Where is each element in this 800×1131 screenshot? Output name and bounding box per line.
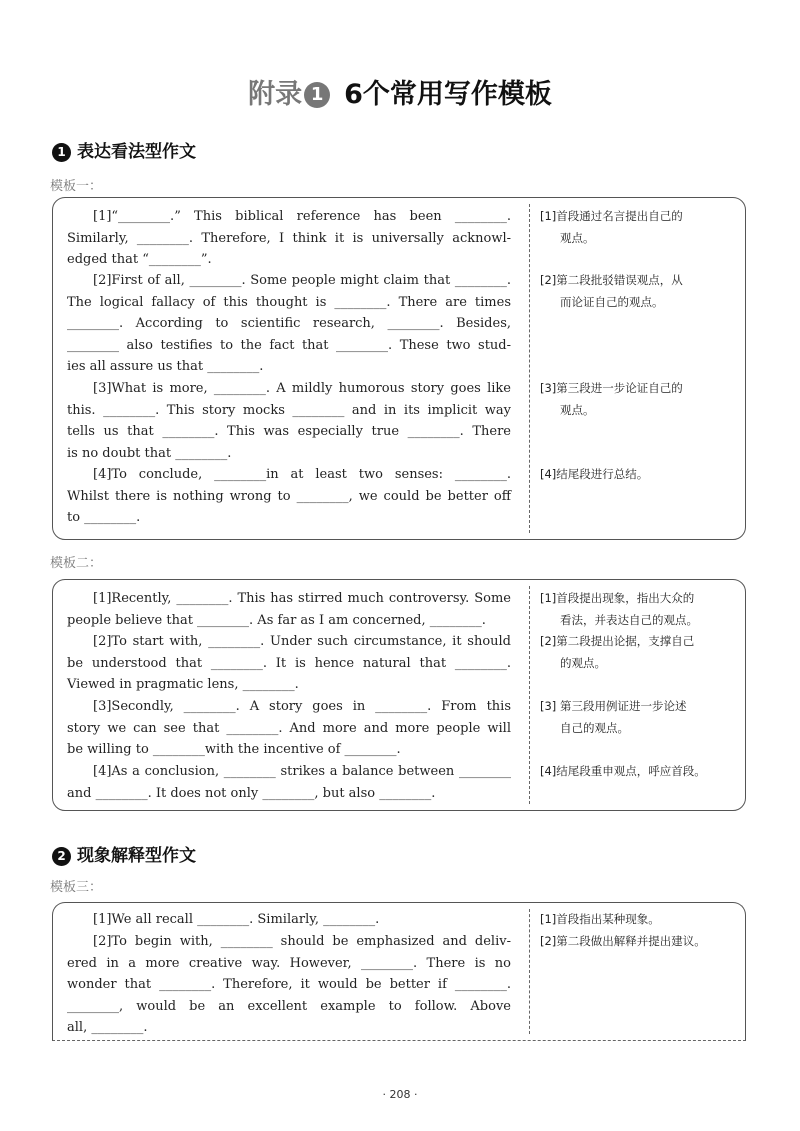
section-number-badge: 2 xyxy=(52,847,71,866)
template-paragraph: [3]Secondly, ________. A story goes in ________. From this story we can see that ________. And more and more people will be willing to ________with the incentive of ________. xyxy=(67,699,511,757)
template-label: 模板一： xyxy=(50,179,103,194)
column-divider xyxy=(529,586,530,804)
note: [4]结尾段重申观点，呼应首段。 xyxy=(540,764,706,778)
note: [3]第三段进一步论证自己的 观点。 xyxy=(540,381,683,417)
note: [2]第二段做出解释并提出建议。 xyxy=(540,934,706,948)
section-heading-1 xyxy=(52,137,196,162)
note: [3] 第三段用例证进一步论述 自己的观点。 xyxy=(540,699,687,735)
template-paragraph: [2]To start with, ________. Under such circumstance, it should be understood that ________. It is hence natural that ________. Viewed in pragmatic lens, ________. xyxy=(67,634,511,692)
section-heading-2 xyxy=(52,841,196,866)
note: [1]首段通过名言提出自己的 观点。 xyxy=(540,209,683,245)
template-paragraph: [2]To begin with, ________ should be emphasized and deliv- ered in a more creative way. However, ________. There is no wonder that ________. Therefore, it would be better if ________. ________, would be an excellent example to follow. Above all, ________. xyxy=(67,934,511,1035)
title-main: 6个常用写作模板 xyxy=(344,79,552,110)
note: [4]结尾段进行总结。 xyxy=(540,467,649,481)
title-number-badge: 1 xyxy=(304,82,330,108)
template-paragraph: [3]What is more, ________. A mildly humorous story goes like this. ________. This story mocks ________ and in its implicit way tells us that ________. This was especially true ________. There is no doubt that ________. xyxy=(67,381,511,461)
note: [2]第二段提出论据，支撑自己 的观点。 xyxy=(540,634,695,670)
section-number-badge: 1 xyxy=(52,143,71,162)
column-divider xyxy=(529,909,530,1034)
template-paragraph: [1]We all recall ________. Similarly, ________. xyxy=(93,912,380,927)
title-prefix: 附录 xyxy=(248,79,303,110)
template-paragraph: [4]As a conclusion, ________ strikes a balance between ________ and ________. It does not only ________, but also ________. xyxy=(67,764,511,801)
column-divider xyxy=(529,204,530,533)
page-title xyxy=(0,72,800,111)
page-number: · 208 · xyxy=(382,1088,418,1101)
template-box-1 xyxy=(52,197,746,540)
section-title: 表达看法型作文 xyxy=(77,142,196,162)
template-paragraph: [2]First of all, ________. Some people might claim that ________. The logical fallacy of this thought is ________. There are times ________. According to scientific research, ________. Besides, ________ also testifies to the fact that ________. These two stud- ies all assure us that ________. xyxy=(67,273,511,374)
template-label: 模板三： xyxy=(50,880,103,895)
template-label: 模板二： xyxy=(50,556,103,571)
section-title: 现象解释型作文 xyxy=(77,846,196,866)
note: [2]第二段批驳错误观点，从 而论证自己的观点。 xyxy=(540,273,683,309)
note: [1]首段提出现象，指出大众的 看法，并表达自己的观点。 xyxy=(540,591,698,627)
template-box-3 xyxy=(52,902,746,1041)
note: [1]首段指出某种现象。 xyxy=(540,912,660,926)
template-paragraph: [4]To conclude, ________in at least two senses: ________. Whilst there is nothing wrong to ________, we could be better off to ________. xyxy=(67,467,511,525)
template-paragraph: [1]Recently, ________. This has stirred much controversy. Some people believe that ________. As far as I am concerned, ________. xyxy=(67,591,511,628)
template-box-2 xyxy=(52,579,746,811)
template-paragraph: [1]“________.” This biblical reference has been ________. Similarly, ________. Therefore, I think it is universally acknowl- edged that “________”. xyxy=(67,209,511,267)
